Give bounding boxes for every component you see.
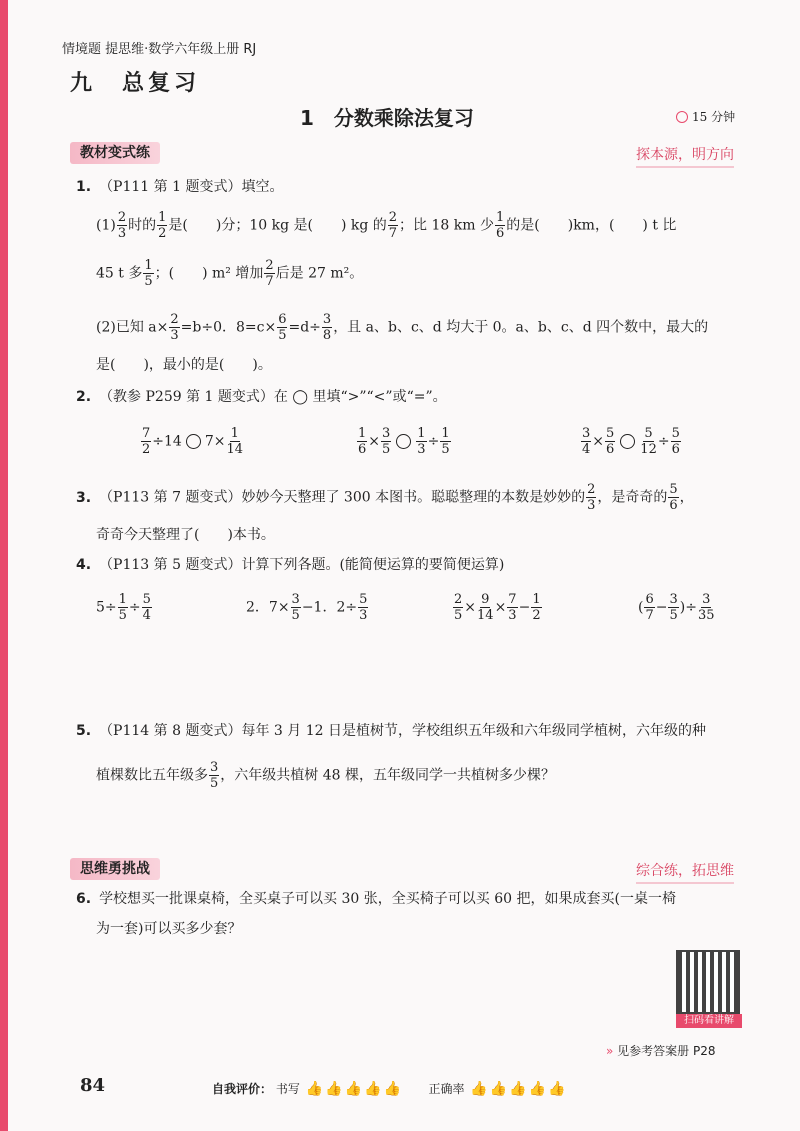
fraction: $\frac{3}{8}$ xyxy=(322,312,332,343)
fraction: $\frac{1}{5}$ xyxy=(118,592,127,623)
q1-part2-line1 xyxy=(96,312,708,343)
q1-text: =b÷0．8=c× xyxy=(180,319,277,336)
q4-text: 5÷ xyxy=(96,599,117,616)
q1-text: 的是( )km，( ) t 比 xyxy=(506,217,677,234)
fraction: $\frac{1}{3}$ xyxy=(417,426,426,457)
fraction: $\frac{1}{2}$ xyxy=(158,210,167,241)
q3-number: 3. xyxy=(76,489,92,506)
q1-part1-line1 xyxy=(96,210,676,241)
fraction: $\frac{2}{3}$ xyxy=(170,312,179,343)
page-number: 84 xyxy=(80,1075,106,1096)
q3-text: （P113 第 7 题变式）妙妙今天整理了 300 本图书。聪聪整理的本数是妙妙的 xyxy=(99,489,586,506)
fraction: $\frac{2}{7}$ xyxy=(388,210,398,241)
qr-block[interactable] xyxy=(676,950,742,1028)
fraction: $\frac{1}{14}$ xyxy=(226,426,244,457)
fraction: $\frac{1}{5}$ xyxy=(441,426,450,457)
fraction: $\frac{1}{6}$ xyxy=(495,210,505,241)
fraction: $\frac{5}{3}$ xyxy=(359,592,368,623)
fraction: $\frac{5}{4}$ xyxy=(142,592,151,623)
q4-text: × xyxy=(464,599,477,616)
q1-text: ，且 a、b、c、d 均大于 0。a、b、c、d 四个数中，最大的 xyxy=(333,319,709,336)
fraction: $\frac{3}{4}$ xyxy=(582,426,591,457)
fraction: $\frac{6}{5}$ xyxy=(278,312,287,343)
thumbs-up-icon[interactable]: 👍 xyxy=(364,1081,382,1097)
fraction: $\frac{5}{6}$ xyxy=(606,426,615,457)
qr-label: 扫码看讲解 xyxy=(676,1014,742,1028)
thumbs-up-icon[interactable]: 👍 xyxy=(528,1081,547,1097)
q4-calc-3 xyxy=(452,592,543,623)
compare-circle-blank[interactable] xyxy=(186,434,201,449)
q4-text: ( xyxy=(638,599,644,616)
fraction: $\frac{6}{7}$ xyxy=(645,592,654,623)
q3-text: ， xyxy=(679,489,694,506)
writing-label: 书写 xyxy=(275,1082,300,1096)
thumbs-up-icon[interactable]: 👍 xyxy=(548,1081,566,1097)
time-limit xyxy=(676,108,735,125)
q4-intro: （P113 第 5 题变式）计算下列各题。(能简便运算的要简便运算) xyxy=(99,557,505,573)
q4-calc-4 xyxy=(638,592,716,623)
q3-line1 xyxy=(76,482,694,513)
thumbs-up-icon[interactable]: 👍 xyxy=(325,1081,343,1097)
q4-intro-line xyxy=(76,556,504,574)
q4-calc-2 xyxy=(246,592,369,623)
q6-line1 xyxy=(76,890,676,908)
fraction: $\frac{3}{5}$ xyxy=(210,760,219,791)
compare-circle-blank[interactable] xyxy=(396,434,411,449)
q1-part1-line2 xyxy=(96,258,363,289)
q2-text: × xyxy=(592,433,605,450)
q2-text: ÷14 xyxy=(152,433,182,450)
q6-line2: 为一套)可以买多少套？ xyxy=(96,921,242,937)
q1-text: 45 t 多 xyxy=(96,265,143,282)
self-evaluation xyxy=(212,1080,566,1097)
fraction: $\frac{2}{7}$ xyxy=(265,258,274,289)
fraction: $\frac{1}{5}$ xyxy=(144,258,153,289)
section-subtitle-textbook: 探本源，明方向 xyxy=(636,144,734,168)
thumbs-up-icon[interactable]: 👍 xyxy=(383,1081,401,1097)
q4-calc-1 xyxy=(96,592,153,623)
clock-icon xyxy=(676,111,688,123)
q5-line2 xyxy=(96,760,555,791)
q2-text: ÷ xyxy=(657,433,670,450)
q2-intro: （教参 P259 第 1 题变式）在 ◯ 里填“>”“<”或“=”。 xyxy=(99,389,447,405)
q1-part2-line2: 是( )，最小的是( )。 xyxy=(96,357,272,373)
q1-number: 1. xyxy=(76,179,92,195)
q6-text: 学校想买一批课桌椅，全买桌子可以买 30 张，全买椅子可以买 60 把，如果成套买(一桌一椅 xyxy=(99,891,676,907)
q5-number: 5. xyxy=(76,723,92,739)
q4-text: × xyxy=(494,599,507,616)
fraction: $\frac{3}{5}$ xyxy=(382,426,391,457)
q2-compare-3 xyxy=(580,426,682,457)
q1-text: (2)已知 a× xyxy=(96,319,169,336)
fraction: $\frac{7}{3}$ xyxy=(508,592,517,623)
q4-number: 4. xyxy=(76,557,92,573)
thumbs-up-icon[interactable]: 👍 xyxy=(489,1081,508,1097)
q4-text: )÷ xyxy=(679,599,697,616)
accuracy-label: 正确率 xyxy=(428,1082,465,1096)
q6-number: 6. xyxy=(76,891,92,907)
q1-text: 时的 xyxy=(128,217,157,234)
q5-text: 植棵数比五年级多 xyxy=(96,767,208,784)
answer-reference-text: 见参考答案册 P28 xyxy=(617,1044,716,1058)
fraction: $\frac{5}{12}$ xyxy=(640,426,657,457)
fraction: $\frac{1}{6}$ xyxy=(358,426,367,457)
q2-number: 2. xyxy=(76,389,92,405)
q1-text: 是( )分；10 kg 是( ) kg 的 xyxy=(168,217,387,234)
q2-compare-2 xyxy=(356,426,452,457)
fraction: $\frac{3}{5}$ xyxy=(669,592,678,623)
section-subtitle-challenge: 综合练，拓思维 xyxy=(636,860,734,884)
q3-line2: 奇奇今天整理了( )本书。 xyxy=(96,527,275,543)
fraction: $\frac{2}{5}$ xyxy=(454,592,463,623)
q5-text: （P114 第 8 题变式）每年 3 月 12 日是植树节，学校组织五年级和六年级同学植树，六年级的种 xyxy=(99,723,706,739)
q2-compare-1 xyxy=(140,426,244,457)
series-header: 情境题 提思维·数学六年级上册 RJ xyxy=(62,42,257,57)
time-limit-text: 15 分钟 xyxy=(692,110,736,124)
fraction: $\frac{3}{35}$ xyxy=(697,592,715,623)
fraction: $\frac{7}{2}$ xyxy=(142,426,151,457)
q2-text: ÷ xyxy=(427,433,440,450)
self-eval-label: 自我评价： xyxy=(212,1082,273,1096)
q4-text: −1．2÷ xyxy=(301,599,358,616)
compare-circle-blank[interactable] xyxy=(620,434,635,449)
q1-text: ；( ) m² 增加 xyxy=(154,265,264,282)
q1-text: 后是 27 m²。 xyxy=(275,265,364,282)
qr-code-icon[interactable] xyxy=(676,950,740,1014)
q5-line1 xyxy=(76,722,706,740)
double-chevron-icon: » xyxy=(606,1044,614,1058)
fraction: $\frac{2}{3}$ xyxy=(117,210,127,241)
q4-text: ÷ xyxy=(128,599,141,616)
q1-intro: （P111 第 1 题变式）填空。 xyxy=(99,179,284,195)
q4-text: 2．7× xyxy=(246,599,290,616)
q3-text: ，是奇奇的 xyxy=(597,489,668,506)
section-tag-challenge: 思维勇挑战 xyxy=(70,858,160,880)
fraction: $\frac{9}{14}$ xyxy=(477,592,494,623)
fraction: $\frac{2}{3}$ xyxy=(587,482,596,513)
q5-text: ，六年级共植树 48 棵，五年级同学一共植树多少棵？ xyxy=(220,767,555,784)
fraction: $\frac{3}{5}$ xyxy=(291,592,300,623)
q1-text: =d÷ xyxy=(288,319,321,336)
fraction: $\frac{5}{6}$ xyxy=(671,426,680,457)
page-edge-stripe xyxy=(0,0,8,1131)
chapter-title: 九 总复习 xyxy=(70,71,201,96)
section-tag-textbook: 教材变式练 xyxy=(70,142,160,164)
thumbs-up-icon[interactable]: 👍 xyxy=(305,1081,324,1097)
answer-reference xyxy=(606,1042,716,1059)
fraction: $\frac{1}{2}$ xyxy=(532,592,541,623)
q1-intro-line xyxy=(76,178,283,196)
thumbs-up-icon[interactable]: 👍 xyxy=(470,1081,488,1097)
q4-text: − xyxy=(655,599,668,616)
q2-text: 7× xyxy=(204,433,226,450)
q1-p1-label: (1) xyxy=(96,217,116,234)
thumbs-up-icon[interactable]: 👍 xyxy=(344,1081,362,1097)
q2-text: × xyxy=(368,433,381,450)
q1-text: ；比 18 km 少 xyxy=(399,217,494,234)
fraction: $\frac{5}{6}$ xyxy=(669,482,678,513)
lesson-title: 1 分数乘除法复习 xyxy=(300,106,474,130)
thumbs-up-icon[interactable]: 👍 xyxy=(509,1081,527,1097)
q4-text: − xyxy=(518,599,531,616)
q2-intro-line xyxy=(76,388,447,406)
